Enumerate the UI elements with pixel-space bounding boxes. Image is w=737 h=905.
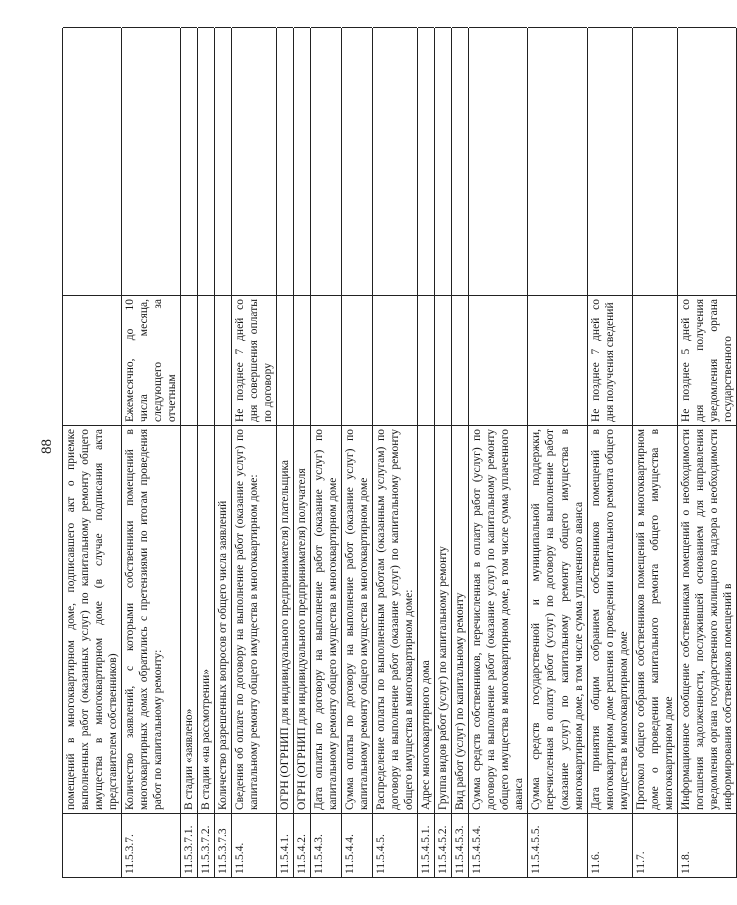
- row-blank-cell: [294, 27, 310, 295]
- row-number: 11.5.4.5.5.: [528, 813, 586, 877]
- table-row: [122, 28, 181, 878]
- row-number: 11.5.3.7.3: [215, 813, 231, 877]
- row-deadline: [198, 295, 214, 425]
- row-deadline: [342, 295, 372, 425]
- row-number: 11.5.4.5.3.: [452, 813, 468, 877]
- row-number: [63, 813, 121, 877]
- row-description: Дата принятия общим собранием собственников помещений в многоквартирном доме решения о проведении капитального ремонта общего имущества в многоквартирном доме: [588, 425, 632, 813]
- row-blank-cell: [588, 27, 632, 295]
- table-row: [373, 28, 418, 878]
- row-description: Протокол общего собрания собственников помещений в многоквартирном доме о проведении капитального ремонта общего имущества в многоквартирном доме: [633, 425, 677, 813]
- row-number: 11.5.3.7.: [122, 813, 180, 877]
- row-description: ОГРН (ОГРНИП для индивидуального предпринимателя) получателя: [294, 425, 310, 813]
- row-blank-cell: [418, 27, 434, 295]
- row-description: помещений в многоквартирном доме, подписавшего акт о приемке выполненных работ (оказанных услуг) по капитальному ремонту общего имущества в многоквартирном доме (в случае подписания акта представителем собственников): [63, 425, 121, 813]
- row-description: Распределение оплаты по выполненным работам (оказанным услугам) по договору на выполнение работ (оказание услуг) по капитальному ремонту общего имущества в многоквартирном доме:: [373, 425, 417, 813]
- requirements-table: [62, 28, 734, 878]
- row-description: Сумма средств собственников, перечисленная в оплату работ (услуг) по договору на выполнение работ (оказание услуг) по капитальному ремонту общего имущества в многоквартирном доме, в том числе сумма уплаченного аванса: [469, 425, 527, 813]
- row-deadline: [452, 295, 468, 425]
- row-number: 11.5.4.5.4.: [469, 813, 527, 877]
- table-row: [294, 28, 311, 878]
- row-description: Адрес многоквартирного дома: [418, 425, 434, 813]
- row-description: В стадии «заявлено»: [181, 425, 197, 813]
- row-description: Сумма средств государственной и муниципальной поддержки, перечисленная в оплату работ (услуг) по договору на выполнение работ (оказание услуг) по капитальному ремонту общего имущества в многоквартирном доме, в том числе сумма уплаченного аванса: [528, 425, 586, 813]
- row-blank-cell: [678, 27, 736, 295]
- table-row: [198, 28, 215, 878]
- row-number: 11.5.4.5.1.: [418, 813, 434, 877]
- row-deadline: [311, 295, 341, 425]
- row-deadline: [373, 295, 417, 425]
- row-blank-cell: [311, 27, 341, 295]
- row-blank-cell: [469, 27, 527, 295]
- row-deadline: Не позднее 7 дней со дня получения сведений: [588, 295, 632, 425]
- row-number: 11.5.4.4.: [342, 813, 372, 877]
- table-row: [418, 28, 435, 878]
- table-row: [678, 28, 737, 878]
- table-wrapper: [62, 28, 734, 878]
- row-deadline: [528, 295, 586, 425]
- row-blank-cell: [342, 27, 372, 295]
- table-row: [311, 28, 342, 878]
- row-number: 11.6.: [588, 813, 632, 877]
- row-blank-cell: [63, 27, 121, 295]
- row-description: ОГРН (ОГРНИП для индивидуального предпринимателя) плательщика: [277, 425, 293, 813]
- row-number: 11.5.4.2.: [294, 813, 310, 877]
- row-deadline: [181, 295, 197, 425]
- row-blank-cell: [373, 27, 417, 295]
- row-number: 11.5.4.3.: [311, 813, 341, 877]
- table-row: [181, 28, 198, 878]
- table-row: [633, 28, 678, 878]
- row-description: Сумма оплаты по договору на выполнение работ (оказание услуг) по капитальному ремонту общего имущества в многоквартирном доме: [342, 425, 372, 813]
- table-row: [588, 28, 633, 878]
- row-blank-cell: [528, 27, 586, 295]
- row-blank-cell: [122, 27, 180, 295]
- row-description: В стадии «на рассмотрении»: [198, 425, 214, 813]
- row-description: Количество разрешенных вопросов от общего числа заявлений: [215, 425, 231, 813]
- row-blank-cell: [198, 27, 214, 295]
- page-number: 88: [39, 439, 55, 454]
- row-blank-cell: [277, 27, 293, 295]
- row-deadline: [215, 295, 231, 425]
- row-description: Сведения об оплате по договору на выполнение работ (оказание услуг) по капитальному ремонту общего имущества в многоквартирном доме:: [232, 425, 276, 813]
- table-row: [62, 28, 122, 878]
- table-row: [469, 28, 528, 878]
- row-number: 11.8.: [678, 813, 736, 877]
- row-deadline: [294, 295, 310, 425]
- row-description: Вид работ (услуг) по капитальному ремонту: [452, 425, 468, 813]
- row-blank-cell: [435, 27, 451, 295]
- table-row: [435, 28, 452, 878]
- row-number: 11.5.4.5.2.: [435, 813, 451, 877]
- row-deadline: Ежемесячно, до 10 числа месяца, следующего за отчетным: [122, 295, 180, 425]
- row-blank-cell: [181, 27, 197, 295]
- row-description: Группа видов работ (услуг) по капитальному ремонту: [435, 425, 451, 813]
- row-deadline: Не позднее 7 дней со дня совершения оплаты по договору: [232, 295, 276, 425]
- row-description: Дата оплаты по договору на выполнение работ (оказание услуг) по капитальному ремонту общего имущества в многоквартирном доме: [311, 425, 341, 813]
- row-number: 11.5.4.5.: [373, 813, 417, 877]
- row-deadline: [418, 295, 434, 425]
- row-deadline: [277, 295, 293, 425]
- row-blank-cell: [215, 27, 231, 295]
- row-number: 11.5.4.1.: [277, 813, 293, 877]
- table-row: [528, 28, 587, 878]
- row-blank-cell: [452, 27, 468, 295]
- table-row: [215, 28, 232, 878]
- row-blank-cell: [633, 27, 677, 295]
- table-row: [232, 28, 277, 878]
- row-blank-cell: [232, 27, 276, 295]
- row-deadline: [63, 295, 121, 425]
- row-number: 11.7.: [633, 813, 677, 877]
- row-description: Количество заявлений, с которыми собственники помещений в многоквартирных домах обратились с претензиями по итогам проведения работ по капитальному ремонту:: [122, 425, 180, 813]
- table-row: [277, 28, 294, 878]
- row-deadline: Не позднее 5 дней со дня получения уведомления органа государственного: [678, 295, 736, 425]
- row-description: Информационное сообщение собственникам помещений о необходимости погашения задолженности, послужившей основанием для направления уведомления органа государственного жилищного надзора о необходимости информирования собственников помещений в: [678, 425, 736, 813]
- row-deadline: [435, 295, 451, 425]
- row-number: 11.5.3.7.1.: [181, 813, 197, 877]
- row-number: 11.5.3.7.2.: [198, 813, 214, 877]
- table-row: [452, 28, 469, 878]
- table-row: [342, 28, 373, 878]
- row-deadline: [633, 295, 677, 425]
- row-deadline: [469, 295, 527, 425]
- row-number: 11.5.4.: [232, 813, 276, 877]
